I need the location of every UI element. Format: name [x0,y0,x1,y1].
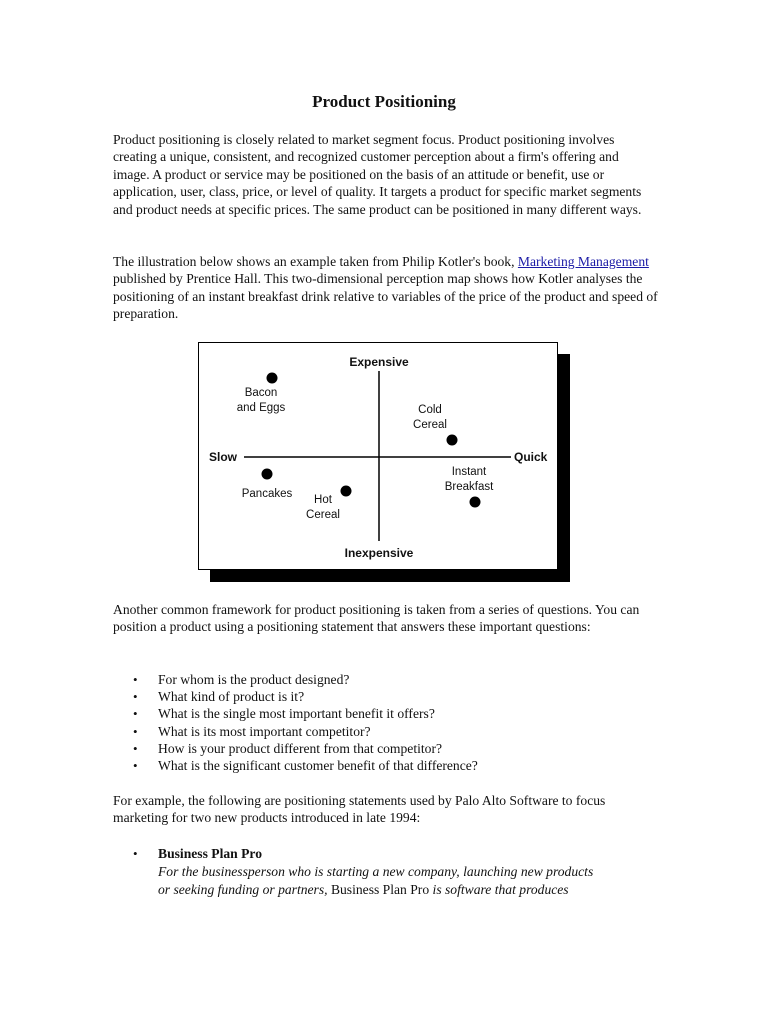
questions-list [113,671,673,774]
framework-paragraph: Another common framework for product positioning is taken from a series of questions. You can position a product using a positioning statement that answers these important questions: [113,602,640,635]
intro-paragraph: Product positioning is closely related to market segment focus. Product positioning involves creating a unique, consistent, and recognized customer perception about a firm's offering and image. A product or service may be positioned on the basis of an attitude or benefit, use or application, user, class, price, or level of quality. It targets a product for specific market segments and product needs at specific prices. The same product can be positioned in many different ways. [113,132,642,217]
perception-map-svg [199,343,557,569]
label-cold-cereal-line2: Cereal [413,419,447,431]
label-bacon-line1: Bacon [244,387,278,399]
business-plan-pro-body [113,845,673,899]
point-cold-cereal [447,435,458,446]
label-hot-cereal-line1: Hot [314,494,332,506]
label-cold-cereal-line1: Cold [418,404,442,416]
label-bacon-line2: and Eggs [236,402,286,414]
business-plan-pro-line2 [158,881,673,899]
line2-product: Business Plan Pro [330,882,430,897]
point-bacon-eggs [267,373,278,384]
line2-italic: or seeking funding or partners, [158,882,331,897]
bullet-icon: • [133,846,138,861]
label-instant-breakfast-line2: Breakfast [444,481,494,493]
point-hot-cereal [341,486,352,497]
list-item: • How is your product different from that competitor? [113,740,673,757]
label-pancakes: Pancakes [241,488,293,500]
list-item: • For whom is the product designed? [113,671,673,688]
business-plan-pro-item [113,845,673,899]
label-hot-cereal-line2: Cereal [306,509,340,521]
page-title: Product Positioning [312,92,456,111]
list-item: • What is its most important competitor? [113,723,673,740]
axis-label-right: Quick [514,450,548,464]
illustration-paragraph [113,253,658,323]
example-paragraph: For example, the following are positioning statements used by Palo Alto Software to focus marketing for two new products introduced in late 1994: [113,793,606,826]
perception-map-figure [198,342,570,582]
line2-tail: is software that produces [429,882,569,897]
axis-label-top: Expensive [349,355,409,369]
list-item: • What is the significant customer benefit of that difference? [113,757,673,774]
illustration-text-after: published by Prentice Hall. This two-dimensional perception map shows how Kotler analyses the positioning of an instant breakfast drink relative to variables of the price of the product and speed of preparation. [113,271,658,322]
axis-label-left: Slow [209,450,238,464]
axis-label-bottom: Inexpensive [344,546,414,560]
business-plan-pro-line1: For the businessperson who is starting a new company, launching new products [158,864,594,879]
label-instant-breakfast-line1: Instant [451,466,487,478]
point-pancakes [262,469,273,480]
marketing-management-link[interactable]: Marketing Management [517,254,649,269]
list-item: • What is the single most important benefit it offers? [113,705,673,722]
business-plan-pro-heading: Business Plan Pro [158,846,262,861]
perception-map-box [198,342,558,570]
list-item: • What kind of product is it? [113,688,673,705]
point-instant-breakfast [470,497,481,508]
illustration-text-before: The illustration below shows an example taken from Philip Kotler's book, [113,254,518,269]
